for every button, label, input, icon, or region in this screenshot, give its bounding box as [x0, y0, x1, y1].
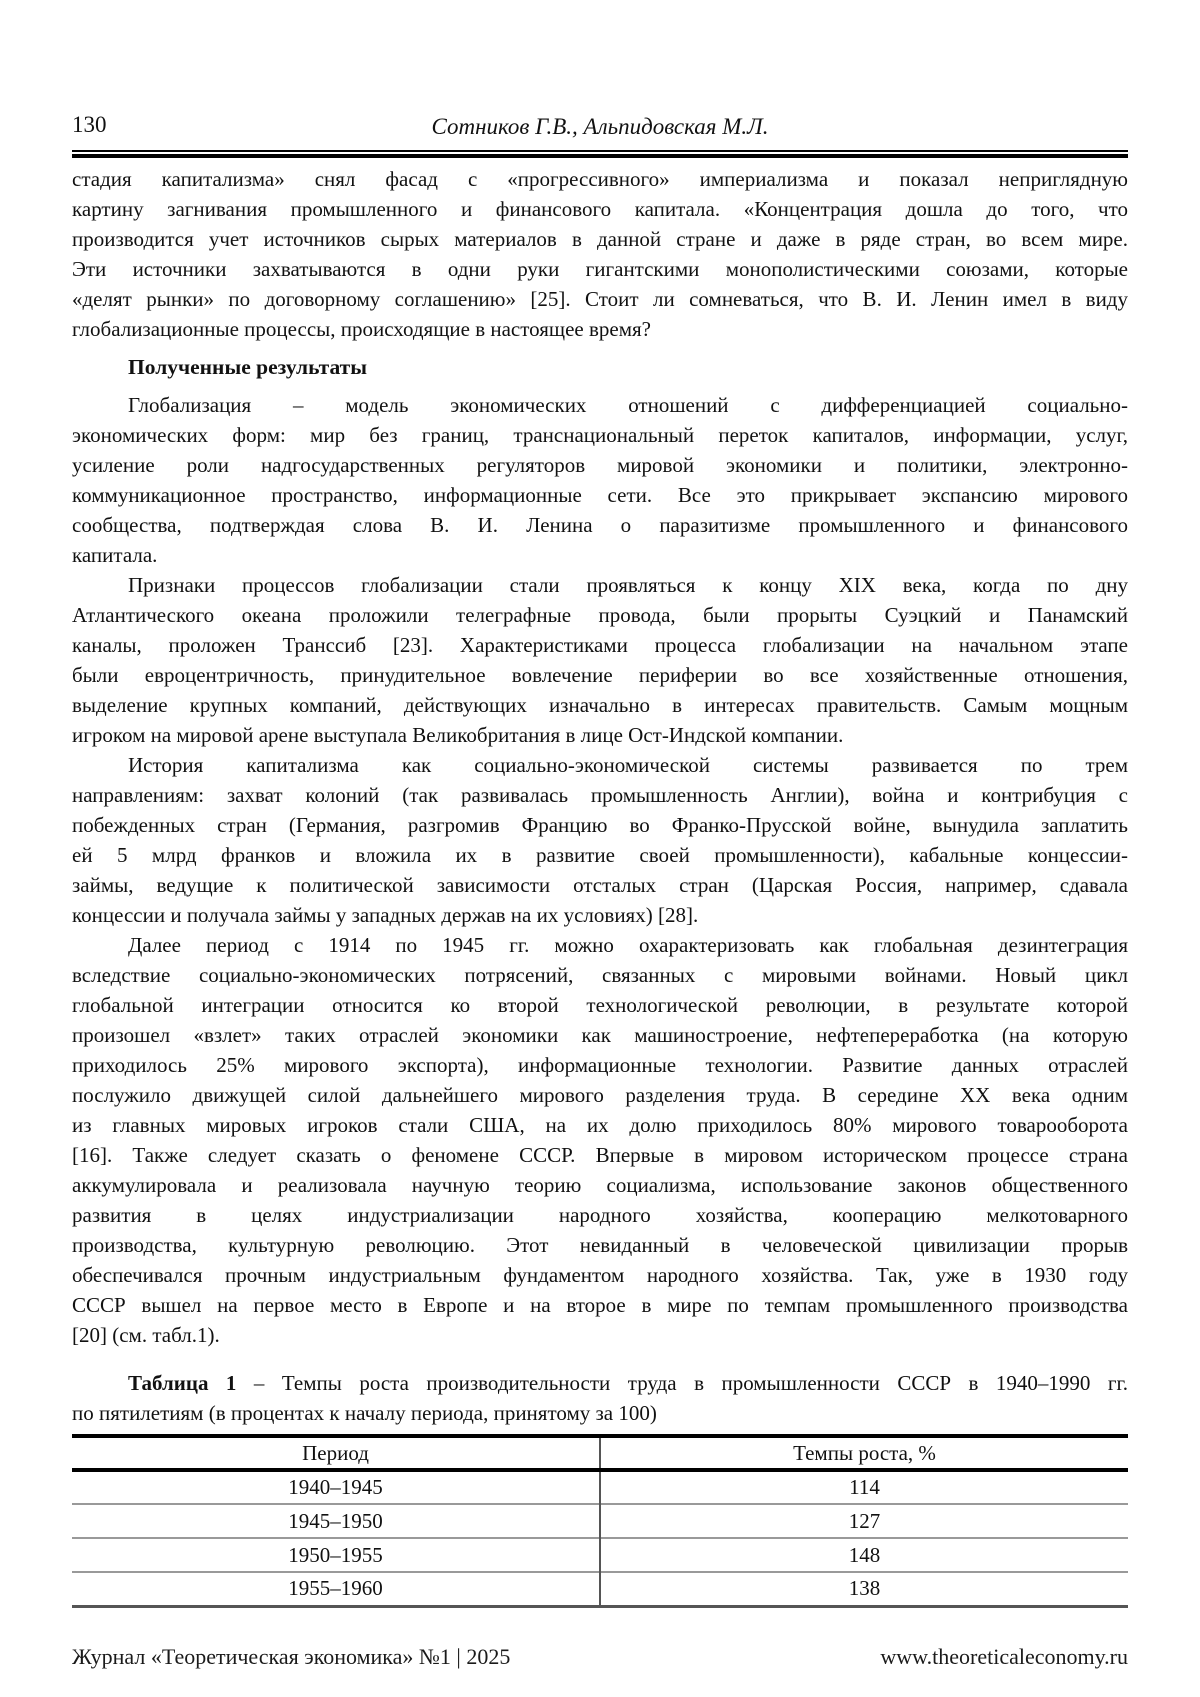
page-footer	[72, 1643, 1128, 1671]
paragraph-line: «делят рынки» по договорному соглашению» [25]. Стоит ли сомневаться, что В. И. Ленин имел в виду	[72, 287, 1128, 311]
paragraph-line: [20] (см. табл.1).	[72, 1323, 220, 1347]
section-heading: Полученные результаты	[128, 355, 368, 379]
paragraph-line: Атлантического океана проложили телеграфные провода, были прорыты Суэцкий и Панамский	[72, 603, 1128, 627]
paragraph-line: побежденных стран (Германия, разгромив Францию во Франко-Прусской войне, вынудила заплатить	[72, 813, 1128, 837]
paragraph-line: аккумулировала и реализовала научную теорию социализма, использование законов общественного	[72, 1173, 1128, 1197]
period-cell: 1950–1955	[72, 1538, 600, 1572]
rate-cell: 114	[849, 1475, 880, 1499]
paragraph-line: вследствие социально-экономических потрясений, связанных с мировыми войнами. Новый цикл	[72, 963, 1128, 987]
paragraph	[72, 164, 1128, 344]
paragraph-line: коммуникационное пространство, информационные сети. Все это прикрывает экспансию мирового	[72, 483, 1128, 507]
header-rule-thick	[72, 154, 1128, 158]
paragraph	[72, 750, 1128, 930]
paragraph-line: Далее период с 1914 по 1945 гг. можно охарактеризовать как глобальная дезинтеграция	[128, 933, 1128, 957]
paragraph-line: [16]. Также следует сказать о феномене СССР. Впервые в мировом историческом процессе страна	[72, 1143, 1128, 1167]
period-cell: 1955–1960	[72, 1572, 600, 1606]
period-cell: 1940–1945	[72, 1470, 600, 1504]
paragraph-line: Глобализация – модель экономических отношений с дифференциацией социально-	[128, 393, 1128, 417]
running-title: Сотников Г.В., Альпидовская М.Л.	[431, 114, 769, 139]
paragraph-line: были евроцентричность, принудительное вовлечение периферии во все хозяйственные отношения,	[72, 663, 1128, 687]
journal-issue-label: Журнал «Теоретическая экономика» №1 | 2025	[72, 1644, 511, 1669]
paragraph-line: игроком на мировой арене выступала Великобритания в лице Ост-Индской компании.	[72, 723, 844, 747]
paragraph-line: каналы, проложен Транссиб [23]. Характеристиками процесса глобализации на начальном этапе	[72, 633, 1128, 657]
table-row	[72, 1538, 1128, 1572]
table-row	[72, 1470, 1128, 1504]
paragraph-line: капитала.	[72, 543, 158, 567]
paragraph-line: экономических форм: мир без границ, транснациональный переток капиталов, информации, услуг,	[72, 423, 1128, 447]
running-header	[72, 0, 1128, 142]
paragraph	[72, 570, 1128, 750]
journal-website-link[interactable]: www.theoreticaleconomy.ru	[880, 1644, 1128, 1669]
paragraph-line: займы, ведущие к политической зависимости отсталых стран (Царская Россия, например, сдавала	[72, 873, 1128, 897]
paragraph-line: усиление роли надгосударственных регуляторов мировой экономики и политики, электронно-	[72, 453, 1128, 477]
table-caption-line2: по пятилетиям (в процентах к началу периода, принятому за 100)	[72, 1401, 657, 1425]
paragraph-line: производится учет источников сырых материалов в данной стране и даже в ряде стран, во всем мире.	[72, 227, 1128, 251]
article-body	[72, 164, 1128, 1350]
rate-cell: 138	[600, 1572, 1128, 1606]
table-row	[72, 1572, 1128, 1606]
paragraph-line: произошел «взлет» таких отраслей экономики как машиностроение, нефтепереработка (на которую	[72, 1023, 1128, 1047]
paragraph-line: Признаки процессов глобализации стали проявляться к концу XIX века, когда по дну	[128, 573, 1128, 597]
period-cell: 1945–1950	[72, 1504, 600, 1538]
paragraph-line: концессии и получала займы у западных держав на их условиях) [28].	[72, 903, 699, 927]
paragraph-line: из главных мировых игроков стали США, на их долю приходилось 80% мирового товарооборота	[72, 1113, 1128, 1137]
header-row	[72, 1436, 1128, 1470]
paragraph-line: глобализационные процессы, происходящие в настоящее время?	[72, 317, 651, 341]
column-header-period: Период	[72, 1436, 600, 1470]
paragraph-line: сообщества, подтверждая слова В. И. Ленина о паразитизме промышленного и финансового	[72, 513, 1128, 537]
paragraph	[72, 930, 1128, 1350]
paragraph-line: обеспечивался прочным индустриальным фундаментом народного хозяйства. Так, уже в 1930 году	[72, 1263, 1128, 1287]
paragraph-line: История капитализма как социально-экономической системы развивается по трем	[128, 753, 1128, 777]
paragraph-line: ей 5 млрд франков и вложила их в развитие своей промышленности), кабальные концессии-	[72, 843, 1128, 867]
paragraph-line: стадия капитализма» снял фасад с «прогрессивного» империализма и показал неприглядную	[72, 167, 1128, 191]
paragraph-line: послужило движущей силой дальнейшего мирового разделения труда. В середине XX века одним	[72, 1083, 1128, 1107]
paragraph	[72, 390, 1128, 570]
paragraph-line: выделение крупных компаний, действующих изначально в интересах правительств. Самым мощным	[72, 693, 1128, 717]
paragraph-line: СССР вышел на первое место в Европе и на второе в мире по темпам промышленного производства	[72, 1293, 1128, 1317]
paragraph-line: развития в целях индустриализации народного хозяйства, кооперацию мелкотоварного	[72, 1203, 1128, 1227]
paragraph-line: производства, культурную революцию. Этот невиданный в человеческой цивилизации прорыв	[72, 1233, 1128, 1257]
table-row	[72, 1504, 1128, 1538]
growth-table	[72, 1434, 1128, 1608]
rate-cell: 148	[600, 1538, 1128, 1572]
header-rule-thin	[72, 150, 1128, 152]
growth-table-body	[72, 1470, 1128, 1606]
growth-table-head	[72, 1436, 1128, 1470]
paragraph-line: приходилось 25% мирового экспорта), информационные технологии. Развитие данных отраслей	[72, 1053, 1128, 1077]
page-number: 130	[72, 112, 107, 137]
paragraph-line: направлениям: захват колоний (так развивалась промышленность Англии), война и контрибуция с	[72, 783, 1128, 807]
paragraph-line: картину загнивания промышленного и финансового капитала. «Концентрация дошла до того, что	[72, 197, 1128, 221]
paragraph-line: Эти источники захватываются в одни руки гигантскими монополистическими союзами, которые	[72, 257, 1128, 281]
column-header-rate: Темпы роста, %	[600, 1436, 1128, 1470]
table-caption	[72, 1368, 1128, 1428]
rate-cell: 127	[600, 1504, 1128, 1538]
table-caption-label: Таблица 1	[128, 1371, 237, 1395]
table-caption-text: – Темпы роста производительности труда в промышленности СССР в 1940–1990 гг.	[236, 1371, 1128, 1395]
table-caption-line1	[72, 1368, 1128, 1398]
paragraph-line: глобальной интеграции относится ко второй технологической революции, в результате которой	[72, 993, 1128, 1017]
